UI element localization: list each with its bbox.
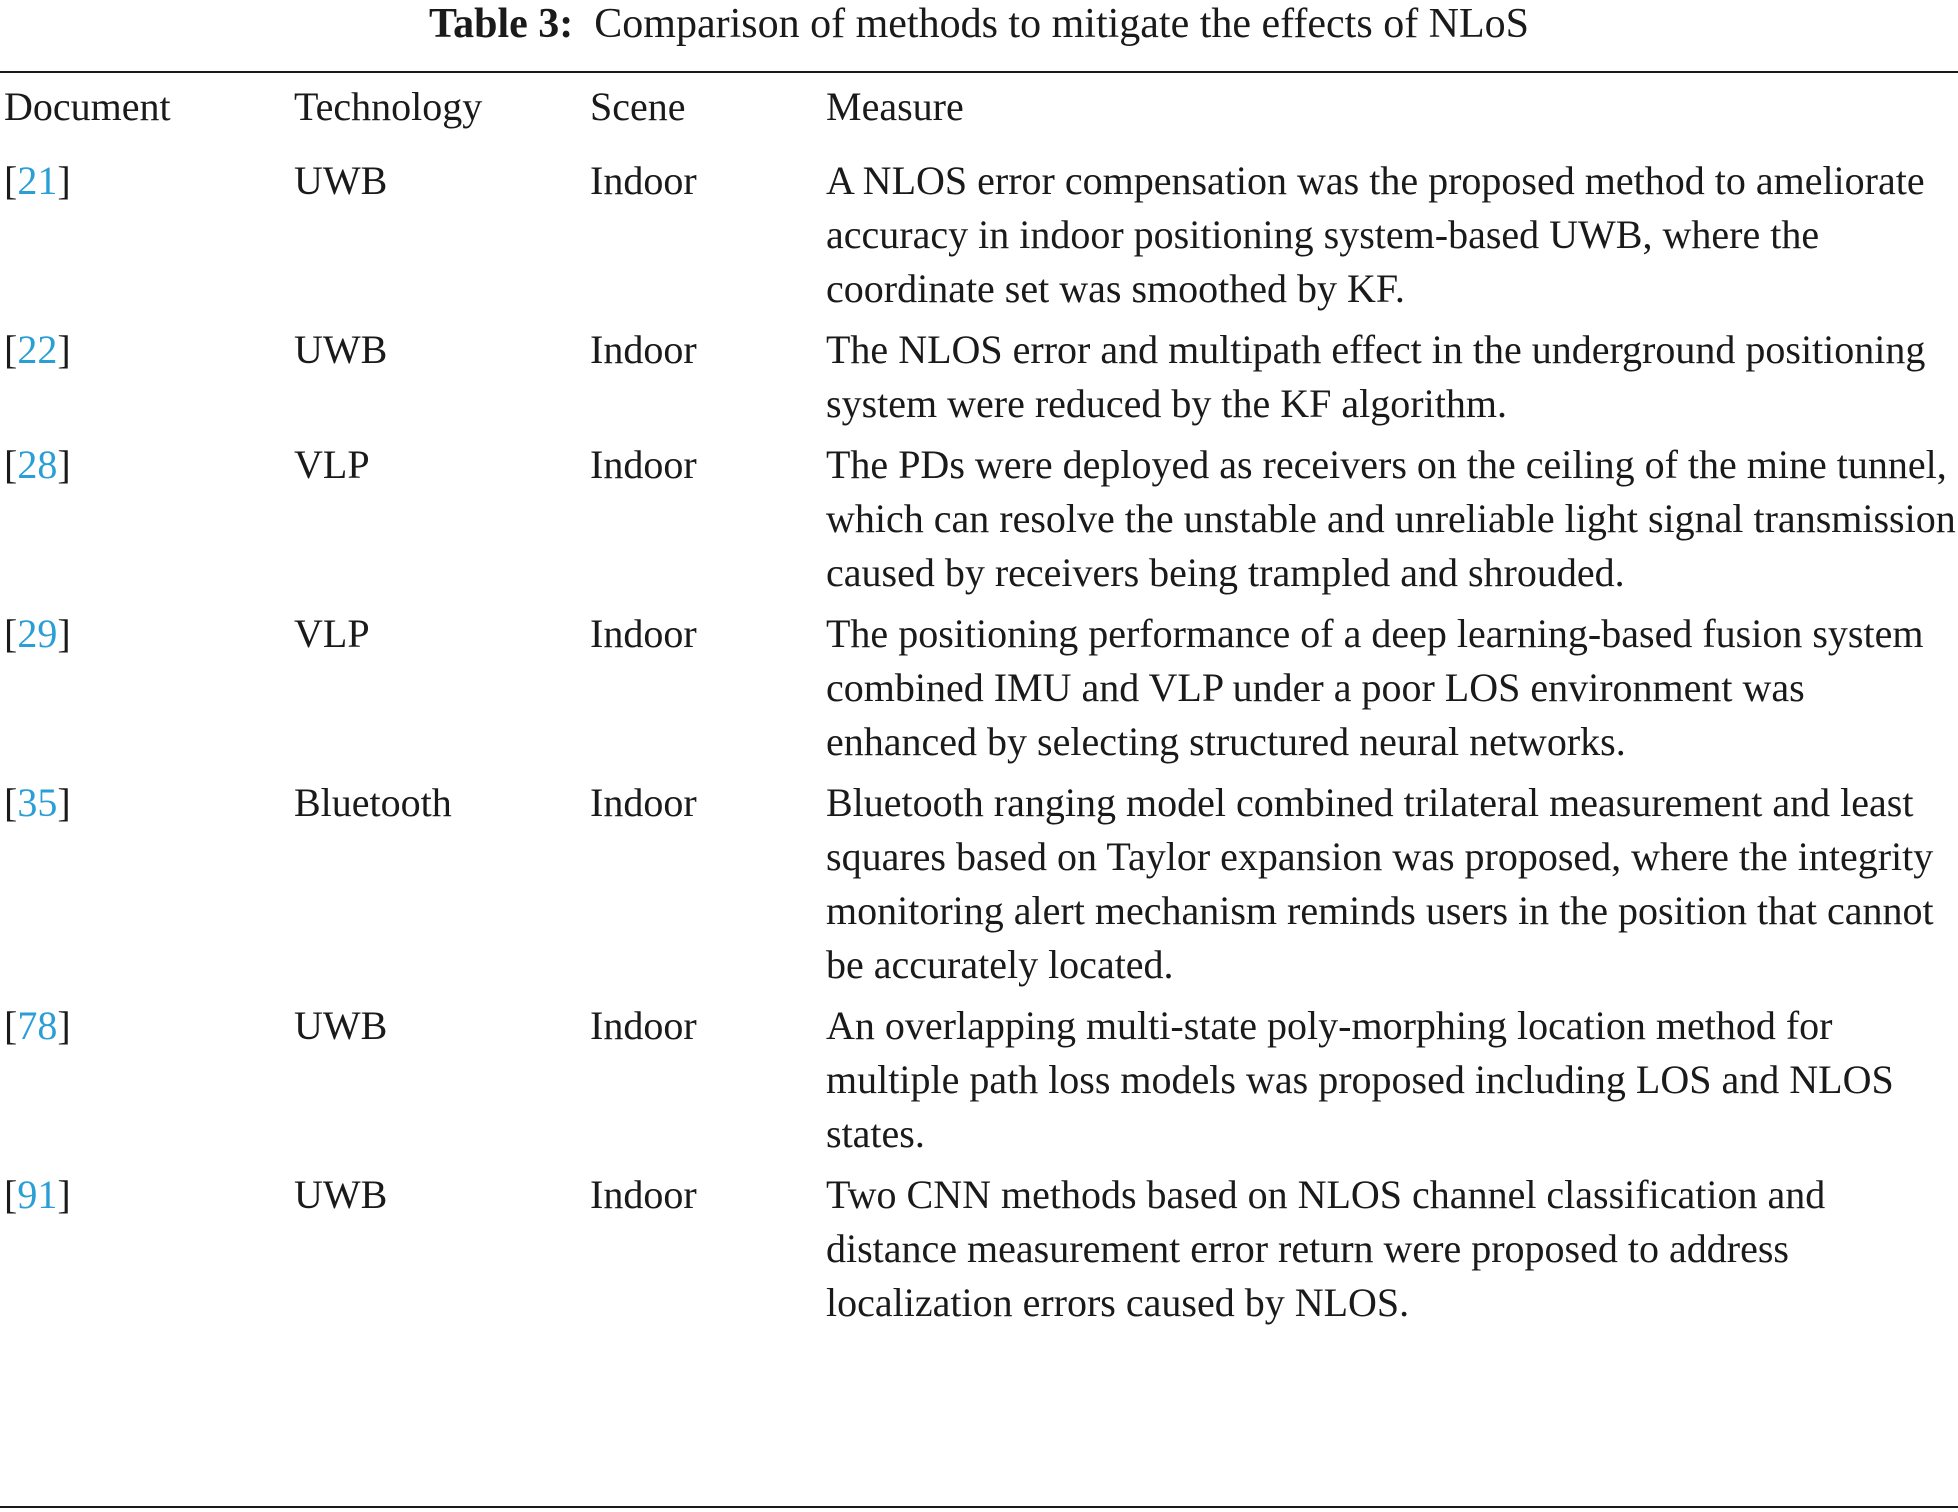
table-row (0, 323, 1958, 438)
technology-cell: UWB (294, 1003, 388, 1048)
measure-cell: Two CNN methods based on NLOS channel classification and distance measurement error return were proposed to address localization errors caused by NLOS. (826, 1172, 1826, 1325)
scene-cell: Indoor (590, 327, 697, 372)
header-document: Document (4, 84, 171, 129)
scene-cell: Indoor (590, 1172, 697, 1217)
document-cell: [29] (4, 611, 71, 656)
scene-cell: Indoor (590, 1003, 697, 1048)
document-cell: [22] (4, 327, 71, 372)
scene-cell: Indoor (590, 442, 697, 487)
citation-link[interactable]: 29 (17, 611, 58, 656)
header-scene: Scene (590, 84, 686, 129)
scene-cell: Indoor (590, 780, 697, 825)
comparison-table (0, 80, 1958, 1337)
scene-cell: Indoor (590, 158, 697, 203)
header-measure: Measure (826, 84, 964, 129)
table-row (0, 999, 1958, 1168)
citation-link[interactable]: 78 (17, 1003, 58, 1048)
document-cell: [91] (4, 1172, 71, 1217)
measure-cell: Bluetooth ranging model combined trilateral measurement and least squares based on Taylor expansion was proposed, where the integrity monitoring alert mechanism reminds users in the position that cannot be accurately located. (826, 780, 1934, 987)
citation-link[interactable]: 21 (17, 158, 58, 203)
caption-text: Comparison of methods to mitigate the effects of NLoS (594, 1, 1530, 47)
table-row (0, 776, 1958, 999)
measure-cell: The NLOS error and multipath effect in the underground positioning system were reduced by the KF algorithm. (826, 327, 1926, 426)
technology-cell: VLP (294, 442, 370, 487)
citation-link[interactable]: 91 (17, 1172, 58, 1217)
citation-link[interactable]: 22 (17, 327, 58, 372)
citation-link[interactable]: 28 (17, 442, 58, 487)
technology-cell: UWB (294, 1172, 388, 1217)
header-technology: Technology (294, 84, 483, 129)
header-row (0, 80, 1958, 154)
table-row (0, 1168, 1958, 1337)
caption-label: Table 3: (428, 1, 574, 47)
table-caption (0, 0, 1958, 48)
technology-cell: UWB (294, 327, 388, 372)
document-cell: [78] (4, 1003, 71, 1048)
citation-link[interactable]: 35 (17, 780, 58, 825)
scene-cell: Indoor (590, 611, 697, 656)
measure-cell: A NLOS error compensation was the proposed method to ameliorate accuracy in indoor positioning system-based UWB, where the coordinate set was smoothed by KF. (826, 158, 1925, 311)
document-cell: [35] (4, 780, 71, 825)
measure-cell: The positioning performance of a deep learning-based fusion system combined IMU and VLP under a poor LOS environment was enhanced by selecting structured neural networks. (826, 611, 1924, 764)
document-cell: [28] (4, 442, 71, 487)
table-row (0, 154, 1958, 323)
table-row (0, 438, 1958, 607)
technology-cell: UWB (294, 158, 388, 203)
technology-cell: VLP (294, 611, 370, 656)
top-rule (0, 71, 1958, 73)
bottom-rule (0, 1506, 1958, 1508)
measure-cell: An overlapping multi-state poly-morphing location method for multiple path loss models was proposed including LOS and NLOS states. (826, 1003, 1894, 1156)
measure-cell: The PDs were deployed as receivers on the ceiling of the mine tunnel, which can resolve the unstable and unreliable light signal transmission caused by receivers being trampled and shrouded. (826, 442, 1956, 595)
table-row (0, 607, 1958, 776)
technology-cell: Bluetooth (294, 780, 452, 825)
document-cell: [21] (4, 158, 71, 203)
